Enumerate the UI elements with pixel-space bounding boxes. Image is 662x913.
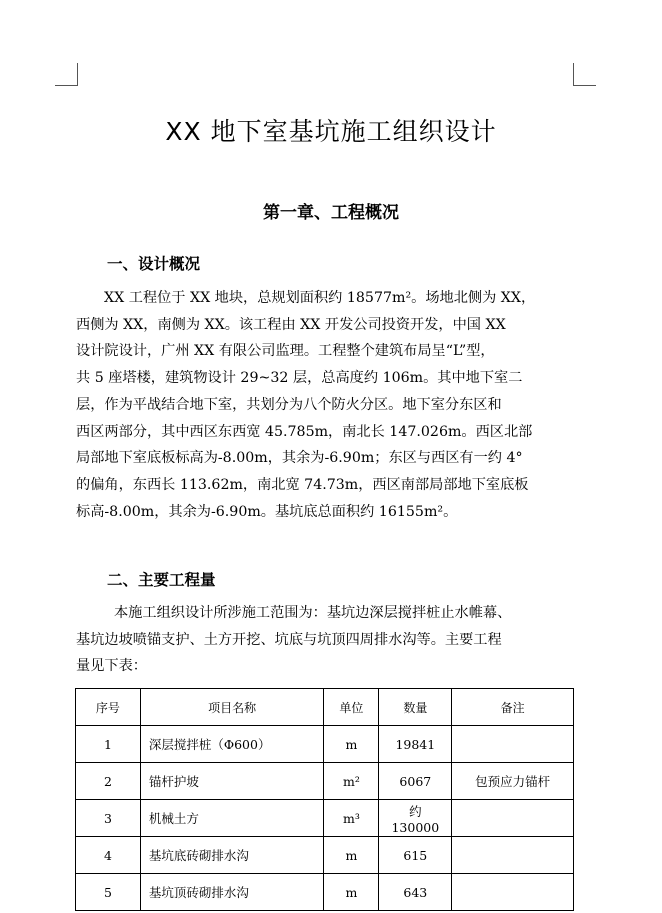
cell-quantity: 约 130000 [379, 800, 452, 837]
cell-quantity: 19841 [379, 726, 452, 763]
header-item-name: 项目名称 [140, 689, 324, 726]
chapter-heading: 第一章、工程概况 [263, 203, 399, 223]
table-row [76, 874, 574, 911]
cell-remark [452, 837, 574, 874]
document-title: XX 地下室基坑施工组织设计 [165, 117, 497, 146]
table-row [76, 837, 574, 874]
cell-unit: m [324, 874, 379, 911]
header-no: 序号 [76, 689, 141, 726]
paragraph-line: 标高-8.00m，其余为-6.90m。基坑底总面积约 16155m²。 [76, 503, 458, 520]
cell-item-name: 深层搅拌桩（Φ600） [140, 726, 324, 763]
paragraph-line: 的偏角，东西长 113.62m，南北宽 74.73m，西区南部局部地下室底板 [76, 476, 529, 493]
paragraph-line: 西侧为 XX，南侧为 XX。该工程由 XX 开发公司投资开发，中国 XX [76, 316, 506, 333]
cell-unit: m [324, 726, 379, 763]
cell-quantity: 6067 [379, 763, 452, 800]
cell-item-name: 基坑顶砖砌排水沟 [140, 874, 324, 911]
page-corner-mark-right [573, 63, 596, 86]
paragraph-line: 基坑边坡喷锚支护、土方开挖、坑底与坑顶四周排水沟等。主要工程 [76, 631, 502, 648]
table-row [76, 763, 574, 800]
cell-unit: m² [324, 763, 379, 800]
cell-unit: m [324, 837, 379, 874]
header-remark: 备注 [452, 689, 574, 726]
paragraph-line: 本施工组织设计所涉施工范围为：基坑边深层搅拌桩止水帷幕、 [114, 605, 512, 621]
cell-remark: 包预应力锚杆 [452, 763, 574, 800]
cell-no: 2 [76, 763, 141, 800]
quantities-table [75, 688, 574, 911]
section-heading-design: 一、设计概况 [107, 255, 201, 273]
cell-quantity: 643 [379, 874, 452, 911]
section-heading-quantities: 二、主要工程量 [107, 571, 216, 589]
cell-quantity: 615 [379, 837, 452, 874]
cell-item-name: 机械土方 [140, 800, 324, 837]
cell-unit: m³ [324, 800, 379, 837]
cell-remark [452, 874, 574, 911]
paragraph-line: 西区两部分，其中西区东西宽 45.785m，南北长 147.026m。西区北部 [76, 423, 533, 440]
paragraph-line: 共 5 座塔楼，建筑物设计 29~32 层，总高度约 106m。其中地下室二 [76, 370, 523, 387]
design-overview-paragraph [76, 285, 576, 525]
cell-remark [452, 726, 574, 763]
table-row [76, 800, 574, 837]
cell-no: 5 [76, 874, 141, 911]
paragraph-line: 设计院设计，广州 XX 有限公司监理。工程整个建筑布局呈“L”型， [76, 343, 495, 360]
cell-remark [452, 800, 574, 837]
paragraph-line: 层，作为平战结合地下室，共划分为八个防火分区。地下室分东区和 [76, 396, 502, 413]
paragraph-line: 局部地下室底板标高为-8.00m，其余为-6.90m；东区与西区有一约 4° [76, 450, 523, 467]
table-header-row [76, 689, 574, 726]
cell-no: 3 [76, 800, 141, 837]
header-unit: 单位 [324, 689, 379, 726]
paragraph-line: XX 工程位于 XX 地块，总规划面积约 18577m²。场地北侧为 XX， [104, 290, 536, 306]
quantities-intro-paragraph [76, 600, 576, 680]
cell-item-name: 基坑底砖砌排水沟 [140, 837, 324, 874]
page-corner-mark-left [55, 63, 78, 86]
cell-item-name: 锚杆护坡 [140, 763, 324, 800]
header-quantity: 数量 [379, 689, 452, 726]
cell-no: 1 [76, 726, 141, 763]
paragraph-line: 量见下表： [76, 658, 147, 675]
table-row [76, 726, 574, 763]
cell-no: 4 [76, 837, 141, 874]
